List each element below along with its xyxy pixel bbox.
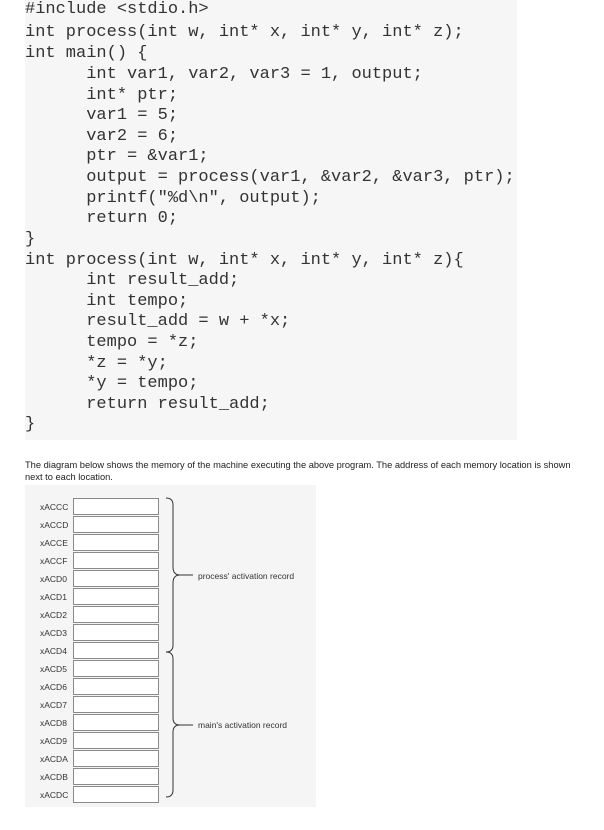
diagram-description: The diagram below shows the memory of the machine executing the above program. The address of each memory location is shown next to each location. [25, 460, 571, 482]
memory-address: xACCC [40, 502, 69, 512]
memory-address: xACD6 [40, 682, 67, 692]
memory-address: xACD8 [40, 718, 67, 728]
code-line-4: int var1, var2, var3 = 1, output; [25, 65, 423, 84]
memory-address: xACD2 [40, 610, 67, 620]
memory-address: xACD0 [40, 574, 67, 584]
code-line-2: int process(int w, int* x, int* y, int* z); [25, 23, 464, 42]
code-line-15: int tempo; [25, 292, 189, 311]
memory-address: xACD9 [40, 736, 67, 746]
code-line-13: int process(int w, int* x, int* y, int* z){ [25, 251, 464, 270]
code-line-16: result_add = w + *x; [25, 312, 291, 331]
memory-diagram [25, 485, 316, 807]
process-record-label: process' activation record [198, 571, 295, 581]
memory-address: xACDA [40, 754, 68, 764]
code-line-8: ptr = &var1; [25, 147, 209, 166]
memory-address: xACCE [40, 538, 68, 548]
code-line-3: int main() { [25, 44, 148, 63]
memory-address: xACD5 [40, 664, 67, 674]
code-line-1: #include <stdio.h> [25, 0, 209, 19]
code-line-17: tempo = *z; [25, 333, 199, 352]
code-line-14: int result_add; [25, 271, 240, 290]
code-line-10: printf("%d\n", output); [25, 189, 321, 208]
code-line-19: *y = tempo; [25, 374, 199, 393]
memory-address: xACD7 [40, 700, 67, 710]
memory-address: xACD3 [40, 628, 67, 638]
code-line-11: return 0; [25, 209, 179, 228]
memory-address: xACCD [40, 520, 69, 530]
memory-address: xACDB [40, 772, 68, 782]
bracket-lines [25, 485, 316, 807]
memory-address: xACD1 [40, 592, 67, 602]
process-record-bracket [166, 498, 180, 652]
code-line-12: } [25, 230, 36, 249]
code-line-6: var1 = 5; [25, 106, 179, 125]
code-line-20: return result_add; [25, 395, 270, 414]
code-line-9: output = process(var1, &var2, &var3, ptr); [25, 168, 515, 187]
memory-address: xACDC [40, 790, 69, 800]
memory-address: xACCF [40, 556, 68, 566]
code-panel [25, 0, 517, 440]
code-line-21: } [25, 415, 36, 434]
memory-address: xACD4 [40, 646, 67, 656]
main-record-bracket [166, 652, 180, 797]
code-line-18: *z = *y; [25, 354, 168, 373]
main-record-label: main's activation record [198, 720, 288, 730]
code-line-5: int* ptr; [25, 86, 179, 105]
code-line-7: var2 = 6; [25, 127, 179, 146]
